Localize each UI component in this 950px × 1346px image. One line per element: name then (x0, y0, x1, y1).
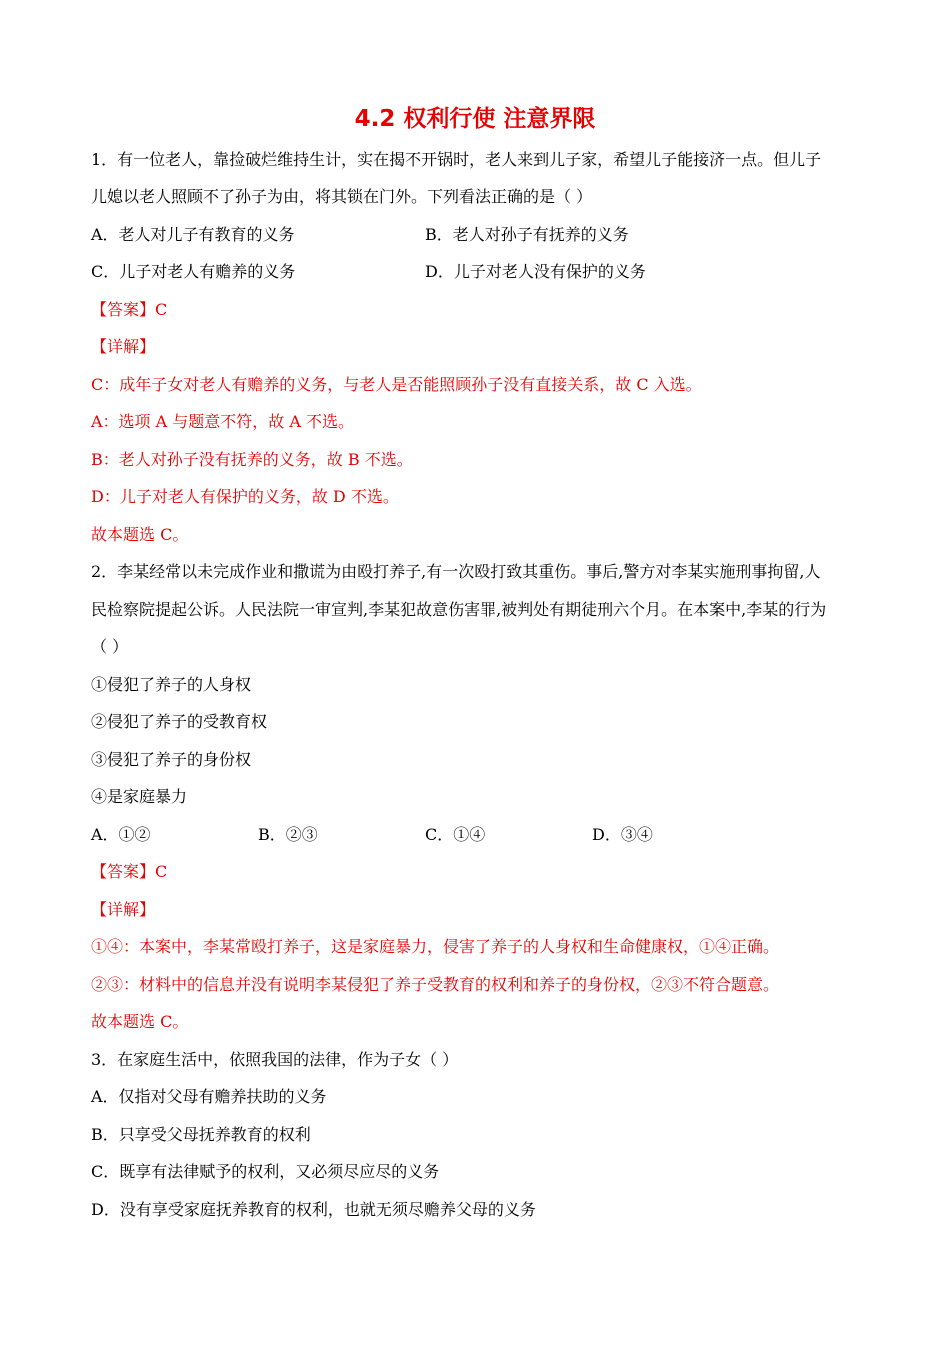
q1-answer: 【答案】C (91, 300, 168, 319)
q3-stem: 3．在家庭生活中，依照我国的法律，作为子女（ ） (91, 1050, 459, 1069)
q2-item-2: ②侵犯了养子的受教育权 (91, 712, 268, 731)
q1-conclusion: 故本题选 C。 (91, 525, 189, 544)
q1-stem-line-1: 1．有一位老人，靠捡破烂维持生计，实在揭不开锅时，老人来到儿子家，希望儿子能接济一点。但儿子 (91, 150, 822, 169)
q1-option-b: B．老人对孙子有抚养的义务 (425, 225, 629, 244)
q1-explanation-2: A：选项 A 与题意不符，故 A 不选。 (91, 412, 355, 431)
q1-explanation-3: B：老人对孙子没有抚养的义务，故 B 不选。 (91, 450, 413, 469)
q3-option-a: A．仅指对父母有赡养扶助的义务 (91, 1087, 327, 1106)
q3-option-c: C．既享有法律赋予的权利，又必须尽应尽的义务 (91, 1162, 440, 1181)
q2-option-a: A．①② (91, 825, 151, 844)
q1-stem-line-2: 儿媳以老人照顾不了孙子为由，将其锁在门外。下列看法正确的是（ ） (91, 187, 593, 206)
q1-option-c: C．儿子对老人有赡养的义务 (91, 262, 296, 281)
q2-stem-line-1: 2．李某经常以未完成作业和撒谎为由殴打养子,有一次殴打致其重伤。事后,警方对李某实施刑事拘留,人 (91, 562, 821, 581)
q2-option-c: C．①④ (425, 825, 486, 844)
q2-stem-line-3: （ ） (91, 637, 129, 656)
q1-option-a: A．老人对儿子有教育的义务 (91, 225, 295, 244)
q1-explanation-1: C：成年子女对老人有赡养的义务，与老人是否能照顾孙子没有直接关系，故 C 入选。 (91, 375, 702, 394)
q1-detail-label: 【详解】 (91, 337, 156, 356)
q2-item-1: ①侵犯了养子的人身权 (91, 675, 252, 694)
q2-explanation-2: ②③：材料中的信息并没有说明李某侵犯了养子受教育的权利和养子的身份权，②③不符合题意。 (91, 975, 780, 994)
q2-item-3: ③侵犯了养子的身份权 (91, 750, 252, 769)
q2-stem-line-2: 民检察院提起公诉。人民法院一审宣判,李某犯故意伤害罪,被判处有期徒刑六个月。在本案中,李某的行为 (91, 600, 827, 619)
q3-option-b: B．只享受父母抚养教育的权利 (91, 1125, 311, 1144)
q2-answer: 【答案】C (91, 862, 168, 881)
q1-explanation-4: D：儿子对老人有保护的义务，故 D 不选。 (91, 487, 399, 506)
q2-option-b: B．②③ (258, 825, 318, 844)
page-title: 4.2 权利行使 注意界限 (354, 106, 596, 132)
q2-conclusion: 故本题选 C。 (91, 1012, 189, 1031)
q1-option-d: D．儿子对老人没有保护的义务 (425, 262, 646, 281)
q3-option-d: D．没有享受家庭抚养教育的权利，也就无须尽赡养父母的义务 (91, 1200, 536, 1219)
q2-explanation-1: ①④：本案中，李某常殴打养子，这是家庭暴力，侵害了养子的人身权和生命健康权，①④正确。 (91, 937, 780, 956)
q2-item-4: ④是家庭暴力 (91, 787, 188, 806)
q2-option-d: D．③④ (592, 825, 653, 844)
q2-detail-label: 【详解】 (91, 900, 156, 919)
